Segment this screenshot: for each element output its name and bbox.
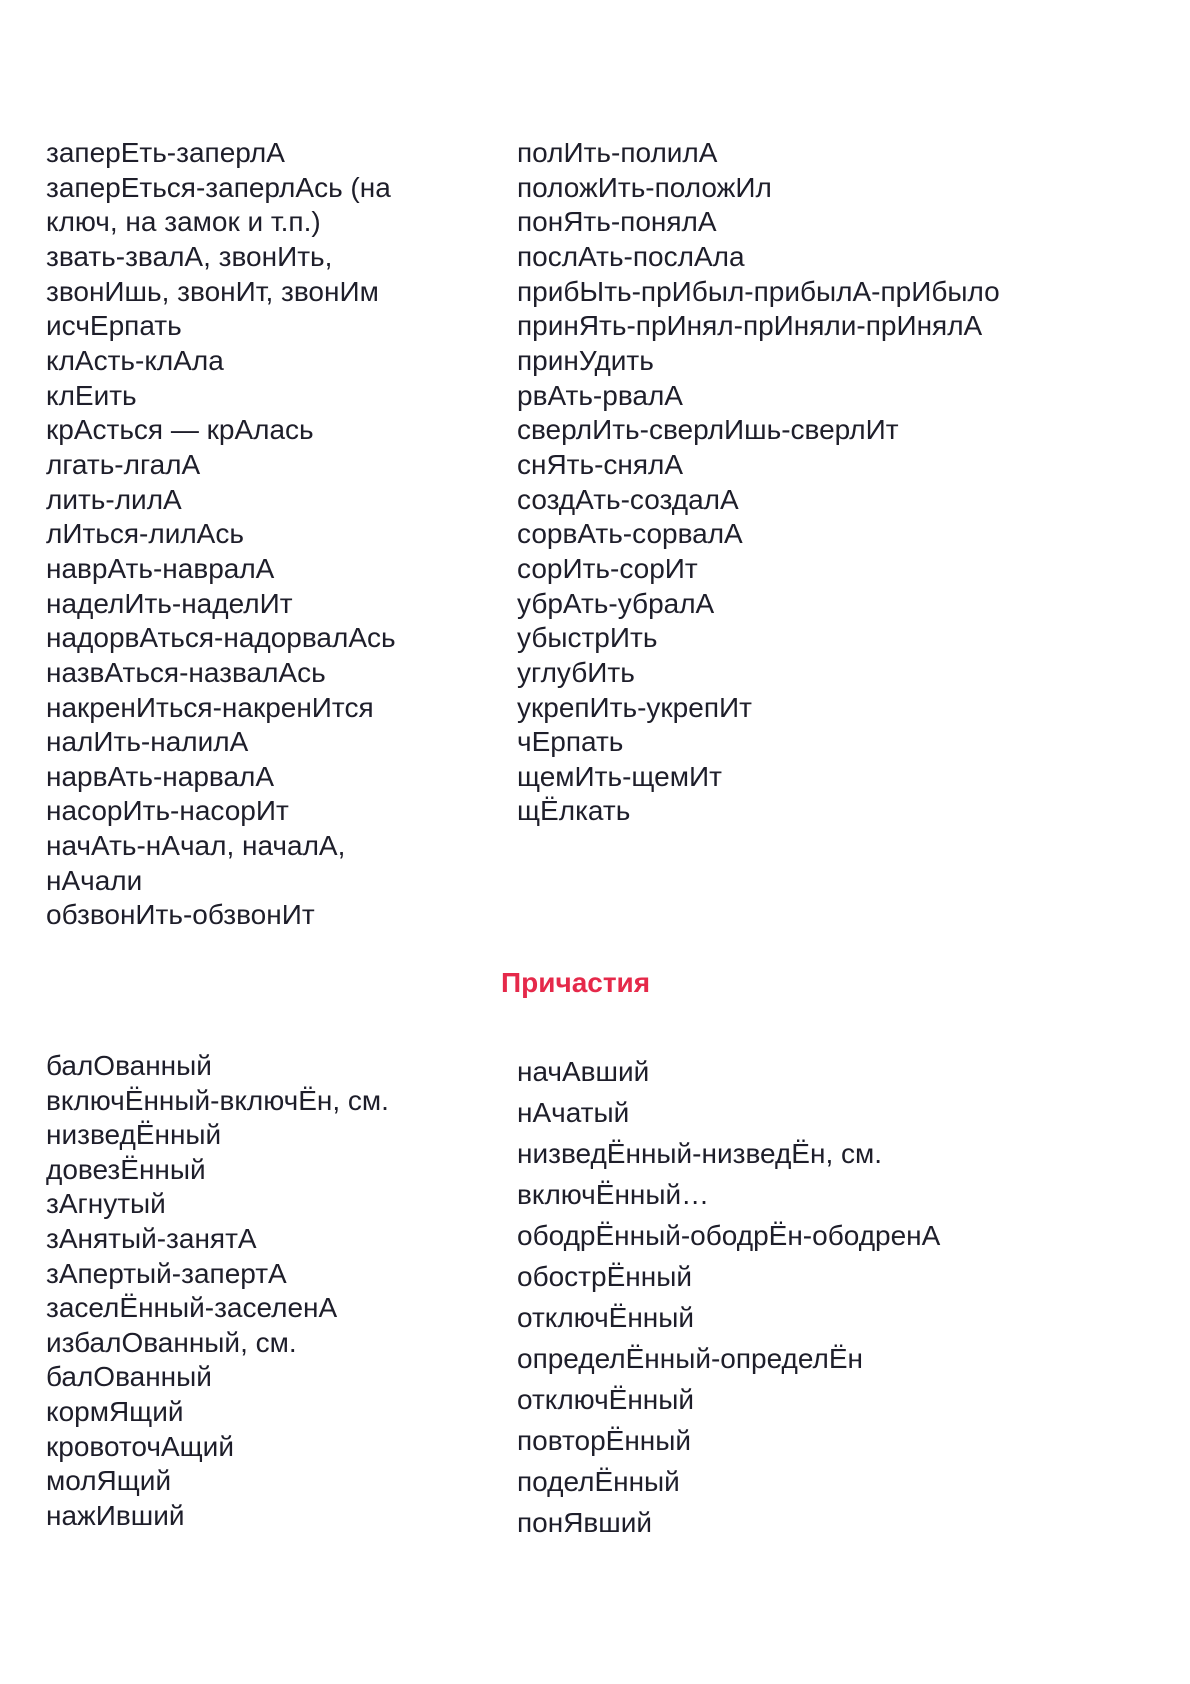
list-item: включЁнный-включЁн, см.	[46, 1084, 389, 1116]
list-item: надорвАться-надорвалАсь	[46, 622, 396, 654]
list-item: нарвАть-нарвалА	[46, 760, 275, 792]
list-item: зАпертый-запертА	[46, 1257, 287, 1289]
list-item: щемИть-щемИт	[517, 760, 722, 792]
list-item: послАть-послАла	[517, 240, 745, 272]
list-item: нАчали	[46, 864, 143, 896]
list-item: низведЁнный-низведЁн, см.	[517, 1138, 883, 1169]
list-item: налИть-налилА	[46, 726, 249, 758]
list-item: заперЕться-заперлАсь (на	[46, 171, 391, 203]
list-item: щЁлкать	[517, 795, 631, 827]
list-item: включЁнный…	[517, 1179, 710, 1210]
participles-list-right	[517, 1051, 940, 1543]
list-item: ключ, на замок и т.п.)	[46, 206, 321, 238]
list-item: заселЁнный-заселенА	[46, 1292, 338, 1324]
list-item: заперЕть-заперлА	[46, 137, 285, 168]
list-item: начАвший	[517, 1056, 650, 1087]
list-item: углубИть	[517, 656, 635, 688]
list-item: насорИть-насорИт	[46, 795, 289, 827]
list-item: лгать-лгалА	[46, 448, 201, 480]
list-item: начАть-нАчал, началА,	[46, 830, 346, 862]
list-item: сверлИть-сверлИшь-сверлИт	[517, 414, 899, 446]
list-item: обострЁнный	[517, 1261, 692, 1292]
list-item: повторЁнный	[517, 1425, 692, 1456]
list-item: кровоточАщий	[46, 1430, 234, 1462]
list-item: принЯть-прИнял-прИняли-прИнялА	[517, 310, 983, 342]
verbs-list-left	[46, 136, 396, 933]
list-item: рвАть-рвалА	[517, 379, 683, 411]
list-item: понЯть-понялА	[517, 206, 717, 238]
list-item: положИть-положИл	[517, 171, 772, 203]
list-item: нАчатый	[517, 1097, 630, 1128]
list-item: отключЁнный	[517, 1302, 695, 1333]
list-item: крАсться — крАлась	[46, 414, 314, 446]
list-item: сорвАть-сорвалА	[517, 518, 743, 550]
list-item: лИться-лилАсь	[46, 518, 244, 550]
list-item: поделЁнный	[517, 1466, 680, 1497]
list-item: наврАть-навралА	[46, 552, 275, 584]
list-item: снЯть-снялА	[517, 448, 684, 480]
list-item: звать-звалА, звонИть,	[46, 240, 333, 272]
list-item: балОванный	[46, 1361, 212, 1393]
list-item: избалОванный, см.	[46, 1326, 297, 1358]
list-item: нажИвший	[46, 1499, 185, 1531]
list-item: сорИть-сорИт	[517, 552, 698, 584]
list-item: низведЁнный	[46, 1119, 222, 1151]
list-item: лить-лилА	[46, 483, 182, 515]
list-item: балОванный	[46, 1050, 212, 1081]
list-item: полИть-полилА	[517, 137, 718, 168]
list-item: принУдить	[517, 344, 654, 376]
list-item: понЯвший	[517, 1507, 653, 1538]
list-item: убрАть-убралА	[517, 587, 715, 619]
list-item: кормЯщий	[46, 1395, 184, 1427]
list-item: звонИшь, звонИт, звонИм	[46, 275, 379, 307]
participles-list-left	[46, 1049, 389, 1533]
list-item: зАгнутый	[46, 1188, 166, 1220]
list-item: клЕить	[46, 379, 137, 411]
list-item: определЁнный-определЁн	[517, 1343, 864, 1374]
section-title: Причастия	[501, 967, 651, 998]
list-item: молЯщий	[46, 1465, 172, 1497]
list-item: чЕрпать	[517, 726, 624, 758]
list-item: ободрЁнный-ободрЁн-ободренА	[517, 1220, 941, 1251]
list-item: исчЕрпать	[46, 310, 182, 342]
list-item: наделИть-наделИт	[46, 587, 293, 619]
list-item: укрепИть-укрепИт	[517, 691, 752, 723]
list-item: довезЁнный	[46, 1153, 206, 1185]
list-item: убыстрИть	[517, 622, 658, 654]
list-item: обзвонИть-обзвонИт	[46, 899, 315, 931]
list-item: назвАться-назвалАсь	[46, 656, 326, 688]
list-item: создАть-создалА	[517, 483, 739, 515]
verbs-list-right	[517, 136, 1000, 829]
list-item: зАнятый-занятА	[46, 1222, 257, 1254]
list-item: отключЁнный	[517, 1384, 695, 1415]
list-item: прибЫть-прИбыл-прибылА-прИбыло	[517, 275, 1000, 307]
list-item: клАсть-клАла	[46, 344, 224, 376]
list-item: накренИться-накренИтся	[46, 691, 374, 723]
